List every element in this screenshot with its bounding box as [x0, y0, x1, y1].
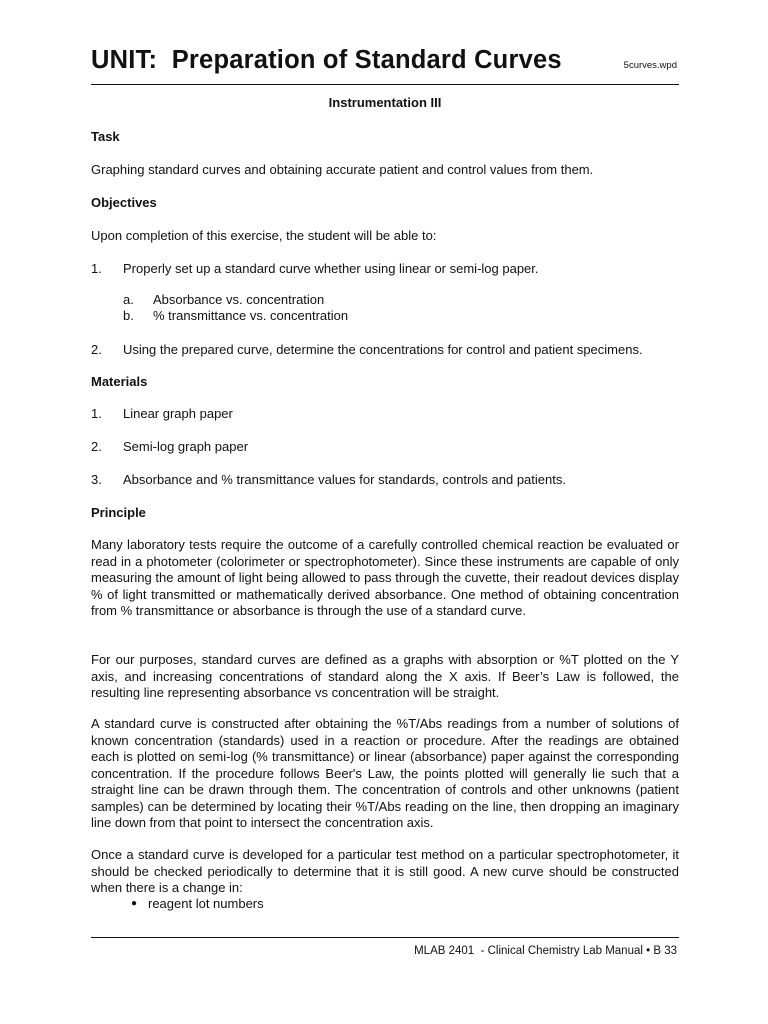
page-footer: MLAB 2401 - Clinical Chemistry Lab Manual • B 33 [414, 945, 677, 957]
subitem-text: % transmittance vs. concentration [153, 308, 349, 323]
material-number: 2. [91, 439, 102, 454]
material-item [91, 406, 679, 423]
page-header [91, 44, 679, 85]
principle-heading: Principle [91, 505, 146, 520]
objective-number: 2. [91, 342, 102, 357]
bullet-icon: ● [131, 898, 138, 909]
objective-number: 1. [91, 261, 102, 276]
document-page [91, 0, 679, 1024]
subitem-letter: a. [123, 292, 134, 307]
material-number: 1. [91, 406, 102, 421]
course-subtitle: Instrumentation III [328, 95, 442, 110]
material-number: 3. [91, 472, 102, 487]
principle-paragraph: A standard curve is constructed after obtaining the %T/Abs readings from a number of solutions of known concentration (standards) used in a reaction or procedure. After the readings are obtained each is plotted on semi-log (% transmittance) or linear (absorbance) paper against the corresponding concentration. If the procedure follows Beer's Law, the points plotted will generally lie such that a straight line can be drawn through them. The concentration of controls and other unknowns (patient samples) can be determined by locating their %T/Abs reading on the line, then dropping an imaginary line down from that point to intersect the concentration axis. [91, 716, 679, 830]
file-name: 5curves.wpd [623, 60, 677, 71]
footer-divider [91, 937, 679, 938]
task-text: Graphing standard curves and obtaining accurate patient and control values from them. [91, 162, 594, 177]
unit-title: UNIT: Preparation of Standard Curves [91, 46, 562, 74]
objectives-heading: Objectives [91, 195, 157, 210]
bullet-item [91, 896, 679, 913]
objective-text: Properly set up a standard curve whether using linear or semi-log paper. [123, 261, 539, 276]
material-item [91, 439, 679, 456]
subitem-letter: b. [123, 308, 134, 323]
task-heading: Task [91, 129, 120, 144]
objective-text: Using the prepared curve, determine the concentrations for control and patient specimens. [123, 342, 643, 357]
principle-paragraph: Many laboratory tests require the outcome of a carefully controlled chemical reaction be evaluated or read in a photometer (colorimeter or spectrophotometer). Since these instruments are capable of only measuring the amount of light being allowed to pass through the cuvette, their readout devices display % of light transmitted or mathematically derived absorbance. One method of obtaining concentration from % transmittance or absorbance is through the use of a standard curve. [91, 537, 679, 618]
bullet-text: reagent lot numbers [148, 896, 264, 911]
subitem-text: Absorbance vs. concentration [153, 292, 325, 307]
material-text: Absorbance and % transmittance values for standards, controls and patients. [123, 472, 566, 487]
materials-heading: Materials [91, 374, 148, 389]
material-text: Semi-log graph paper [123, 439, 249, 454]
material-item [91, 472, 679, 489]
material-text: Linear graph paper [123, 406, 233, 421]
objective-item [91, 342, 679, 359]
objective-subitem [91, 292, 679, 309]
objective-item [91, 261, 679, 278]
principle-paragraph: Once a standard curve is developed for a particular test method on a particular spectrophotometer, it should be checked periodically to determine that it is still good. A new curve should be constructed when there is a change in: [91, 847, 679, 895]
objective-subitem [91, 308, 679, 325]
principle-paragraph: For our purposes, standard curves are defined as a graphs with absorption or %T plotted on the Y axis, and increasing concentrations of standard along the X axis. If Beer’s Law is followed, the resulting line representing absorbance vs concentration will be straight. [91, 652, 679, 700]
objectives-intro: Upon completion of this exercise, the student will be able to: [91, 228, 437, 243]
